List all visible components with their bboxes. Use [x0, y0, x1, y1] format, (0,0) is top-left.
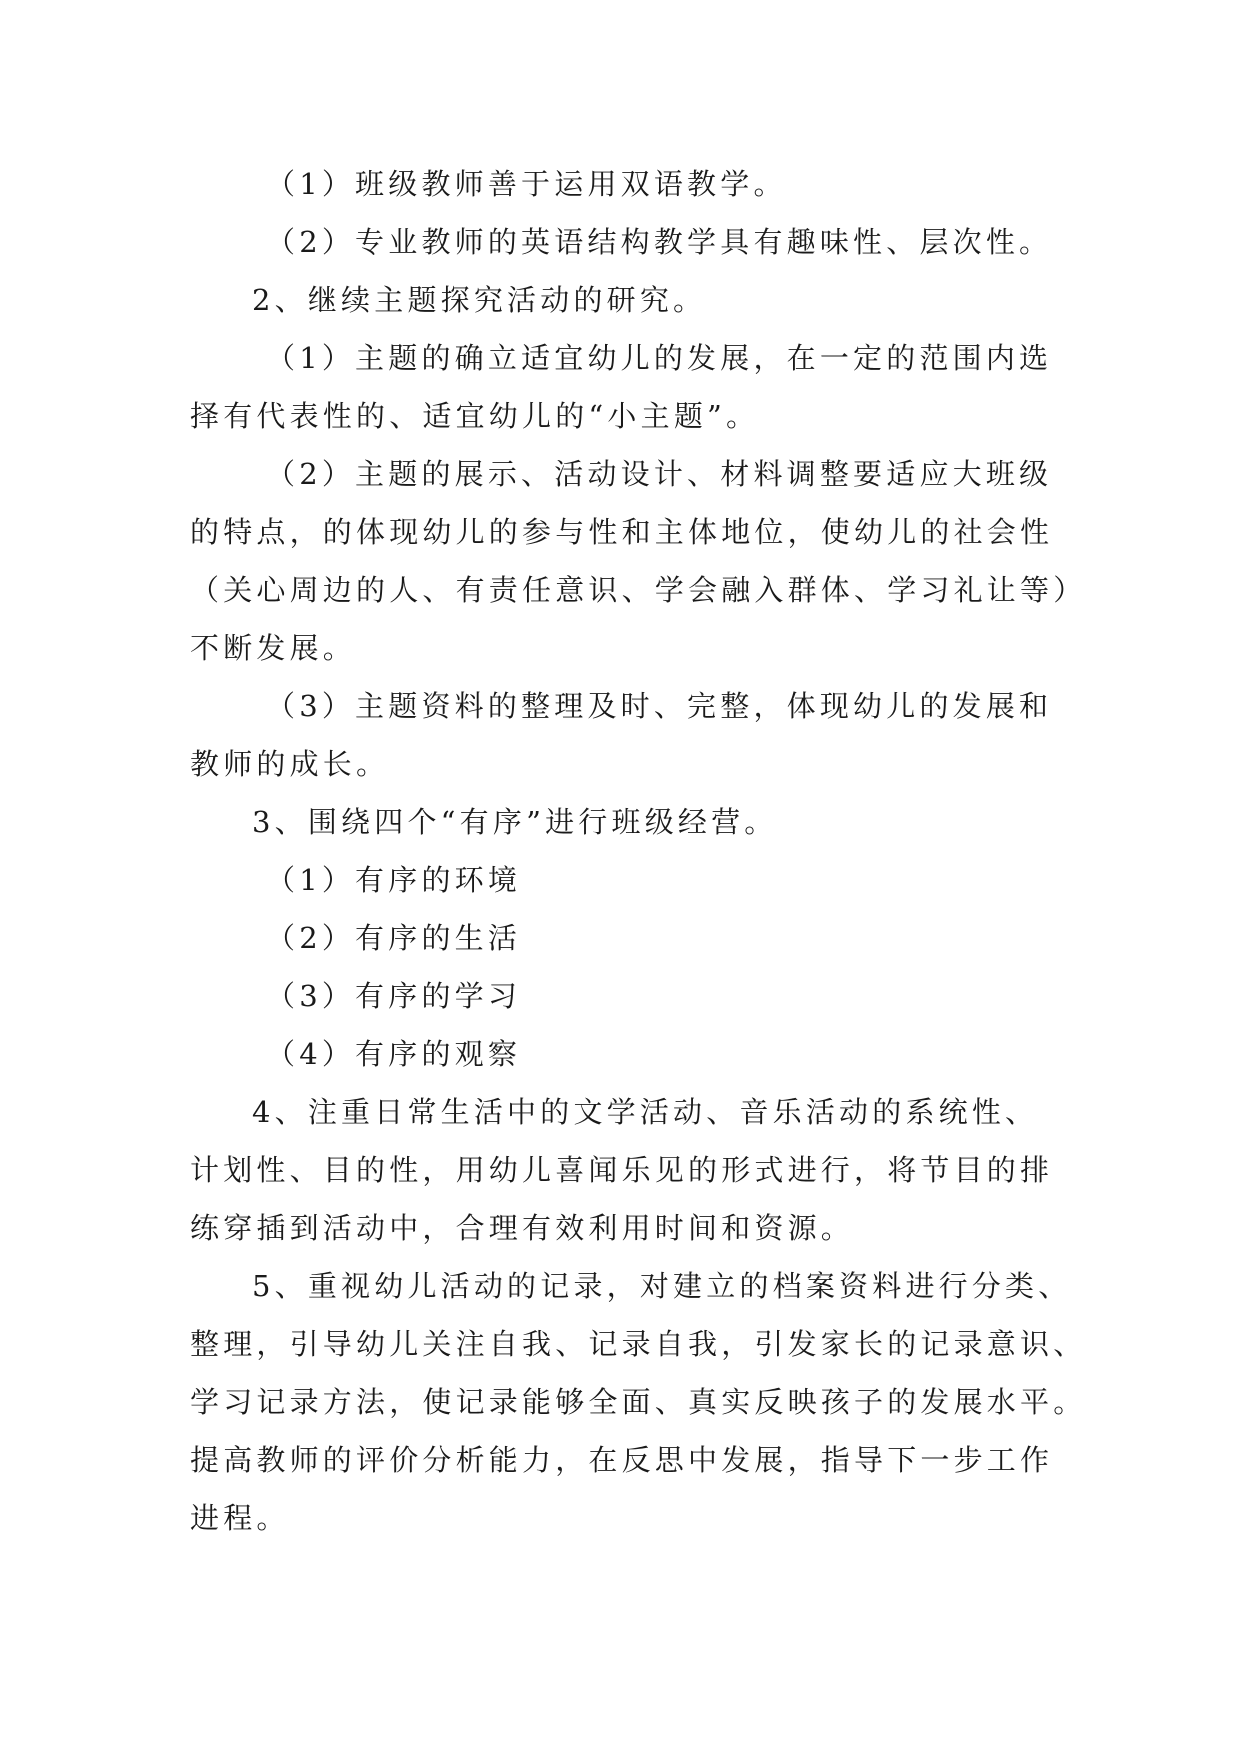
text-line: （1）主题的确立适宜幼儿的发展，在一定的范围内选 [266, 341, 1053, 375]
text-line: 提高教师的评价分析能力，在反思中发展，指导下一步工作 [190, 1443, 1054, 1477]
text-line: （关心周边的人、有责任意识、学会融入群体、学习礼让等） [190, 573, 1087, 607]
list-item: （1）有序的环境 [266, 863, 522, 897]
text-line: 不断发展。 [190, 631, 357, 665]
section-heading: 3、围绕四个“有序”进行班级经营。 [252, 805, 778, 839]
list-item: （3）有序的学习 [266, 979, 522, 1013]
text-line: 进程。 [190, 1501, 290, 1535]
list-item: （4）有序的观察 [266, 1037, 522, 1071]
text-line: 教师的成长。 [190, 747, 390, 781]
text-line: （2）专业教师的英语结构教学具有趣味性、层次性。 [266, 225, 1053, 259]
text-line: 练穿插到活动中，合理有效利用时间和资源。 [190, 1211, 855, 1245]
section-heading: 4、注重日常生活中的文学活动、音乐活动的系统性、 [252, 1095, 1039, 1129]
section-heading: 2、继续主题探究活动的研究。 [252, 283, 707, 317]
text-line: （2）主题的展示、活动设计、材料调整要适应大班级 [266, 457, 1053, 491]
text-line: 的特点，的体现幼儿的参与性和主体地位，使幼儿的社会性 [190, 515, 1054, 549]
list-item: （2）有序的生活 [266, 921, 522, 955]
text-line: 择有代表性的、适宜幼儿的“小主题”。 [190, 399, 760, 433]
text-line: 计划性、目的性，用幼儿喜闻乐见的形式进行，将节目的排 [190, 1153, 1054, 1187]
text-line: 学习记录方法，使记录能够全面、真实反映孩子的发展水平。 [190, 1385, 1087, 1419]
text-line: （1）班级教师善于运用双语教学。 [266, 167, 787, 201]
text-line: （3）主题资料的整理及时、完整，体现幼儿的发展和 [266, 689, 1053, 723]
text-line: 整理，引导幼儿关注自我、记录自我，引发家长的记录意识、 [190, 1327, 1087, 1361]
section-heading: 5、重视幼儿活动的记录，对建立的档案资料进行分类、 [252, 1269, 1072, 1303]
